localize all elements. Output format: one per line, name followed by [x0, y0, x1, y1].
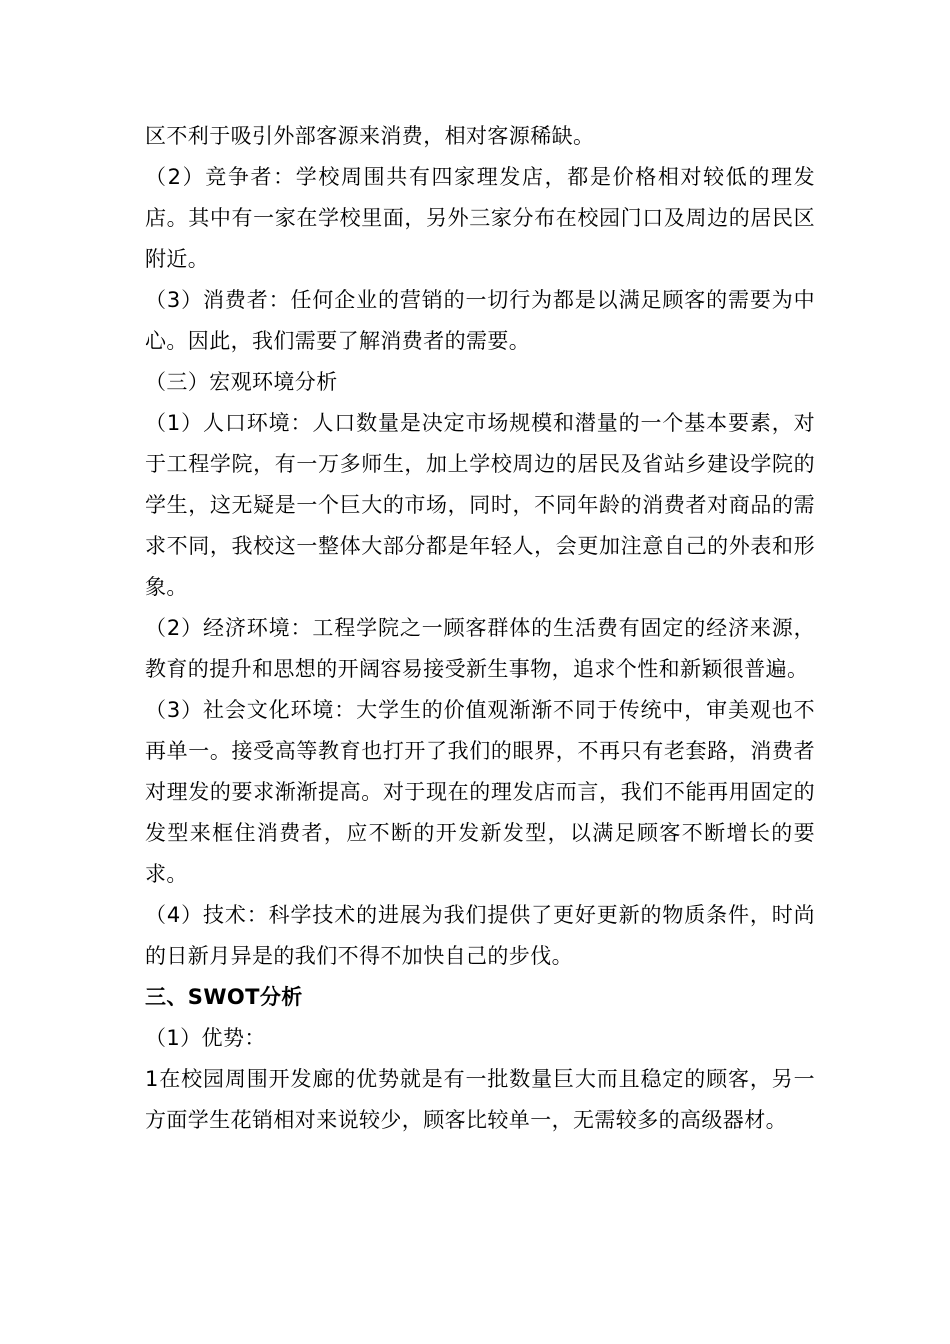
document-page — [145, 116, 815, 1141]
paragraph-competitors: （2）竞争者：学校周围共有四家理发店，都是价格相对较低的理发店。其中有一家在学校里面，另外三家分布在校园门口及周边的居民区附近。 — [145, 165, 815, 271]
paragraph-economic-environment: （2）经济环境：工程学院之一顾客群体的生活费有固定的经济来源，教育的提升和思想的开阔容易接受新生事物，追求个性和新颖很普遍。 — [145, 616, 815, 681]
paragraph-customer-source: 区不利于吸引外部客源来消费，相对客源稀缺。 — [145, 124, 595, 148]
paragraph-population-environment: （1）人口环境：人口数量是决定市场规模和潜量的一个基本要素，对于工程学院，有一万多师生，加上学校周边的居民及省站乡建设学院的学生，这无疑是一个巨大的市场，同时，不同年龄的消费者对商品的需求不同，我校这一整体大部分都是年轻人，会更加注意自己的外表和形象。 — [145, 411, 815, 599]
section-heading-macro-environment: （三）宏观环境分析 — [145, 370, 338, 394]
subheading-strengths: （1）优势： — [145, 1026, 266, 1050]
paragraph-social-cultural-environment: （3）社会文化环境：大学生的价值观渐渐不同于传统中，审美观也不再单一。接受高等教育也打开了我们的眼界，不再只有老套路，消费者对理发的要求渐渐提高。对于现在的理发店而言，我们不能再用固定的发型来框住消费者，应不断的开发新发型，以满足顾客不断增长的要求。 — [145, 698, 815, 886]
paragraph-consumers: （3）消费者：任何企业的营销的一切行为都是以满足顾客的需要为中心。因此，我们需要了解消费者的需要。 — [145, 288, 815, 353]
paragraph-strengths-detail: 1在校园周围开发廊的优势就是有一批数量巨大而且稳定的顾客，另一方面学生花销相对来说较少，顾客比较单一，无需较多的高级器材。 — [145, 1067, 815, 1132]
paragraph-technology: （4）技术：科学技术的进展为我们提供了更好更新的物质条件，时尚的日新月异是的我们不得不加快自己的步伐。 — [145, 903, 815, 968]
section-heading-swot: 三、SWOT分析 — [145, 985, 303, 1009]
